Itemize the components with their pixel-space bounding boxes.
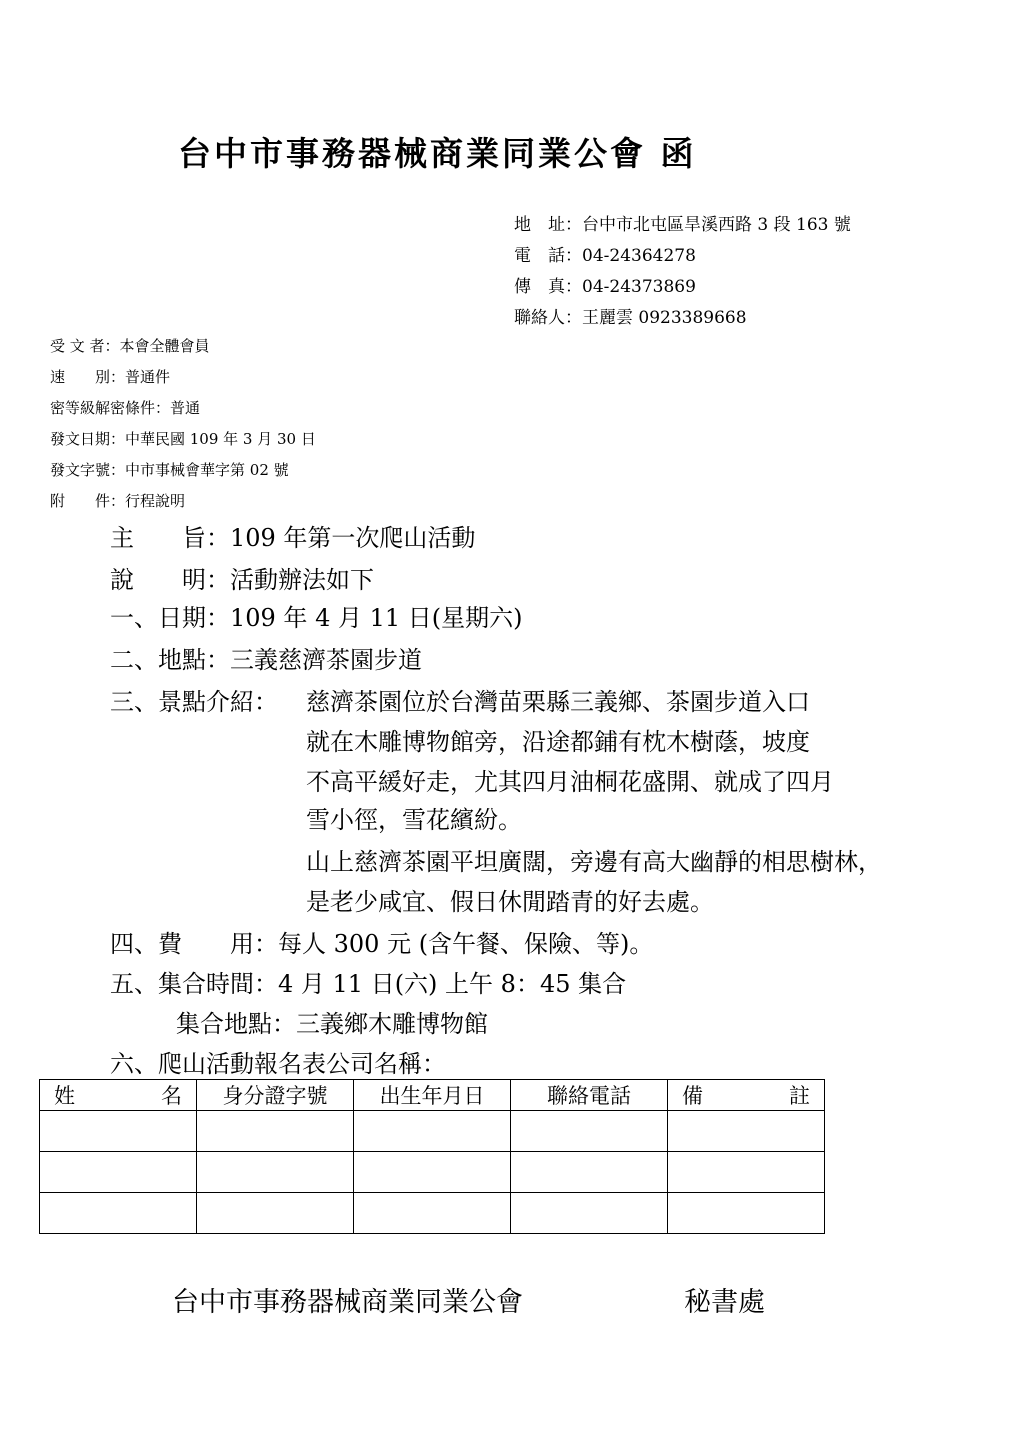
meta-reference: 發文字號：中市事械會華字第 02 號 [50, 461, 289, 479]
header-phone: 聯絡電話 [511, 1080, 668, 1111]
footer-organization: 台中市事務器械商業同業公會 [172, 1287, 523, 1318]
item-intro-line: 是老少咸宜、假日休閒踏青的好去處。 [306, 888, 714, 916]
item-meeting-time: 五、集合時間：4 月 11 日(六) 上午 8：45 集合 [110, 970, 627, 998]
cell-phone[interactable] [511, 1152, 668, 1193]
cell-id[interactable] [197, 1193, 354, 1234]
item-intro-line: 山上慈濟茶園平坦廣闊，旁邊有高大幽靜的相思樹林， [306, 848, 882, 876]
meta-speed: 速 別：普通件 [50, 368, 171, 386]
item-intro-line: 就在木雕博物館旁，沿途都鋪有枕木樹蔭，坡度 [306, 728, 810, 756]
table-row [40, 1152, 825, 1193]
contact-address: 地 址：台中市北屯區旱溪西路 3 段 163 號 [514, 215, 851, 235]
cell-birth[interactable] [354, 1111, 511, 1152]
cell-birth[interactable] [354, 1152, 511, 1193]
contact-fax: 傳 真：04-24373869 [514, 277, 696, 297]
meta-classification: 密等級解密條件：普通 [50, 399, 201, 417]
cell-note[interactable] [668, 1111, 825, 1152]
meta-attachment: 附 件：行程說明 [50, 492, 186, 510]
cell-name[interactable] [40, 1152, 197, 1193]
explain-line: 說 明：活動辦法如下 [110, 566, 374, 594]
header-id: 身分證字號 [197, 1080, 354, 1111]
item-intro-line: 慈濟茶園位於台灣苗栗縣三義鄉、茶園步道入口 [306, 688, 810, 716]
item-meeting-place: 集合地點：三義鄉木雕博物館 [176, 1010, 488, 1038]
cell-birth[interactable] [354, 1193, 511, 1234]
cell-phone[interactable] [511, 1111, 668, 1152]
cell-note[interactable] [668, 1152, 825, 1193]
item-date: 一、日期：109 年 4 月 11 日(星期六) [110, 604, 523, 632]
table-row [40, 1193, 825, 1234]
item-fee: 四、費 用：每人 300 元 (含午餐、保險、等)。 [110, 930, 654, 958]
cell-id[interactable] [197, 1111, 354, 1152]
table-row [40, 1111, 825, 1152]
header-name: 姓 名 [40, 1080, 197, 1111]
item-signup-form: 六、爬山活動報名表公司名稱： [110, 1050, 446, 1078]
cell-phone[interactable] [511, 1193, 668, 1234]
cell-name[interactable] [40, 1111, 197, 1152]
cell-id[interactable] [197, 1152, 354, 1193]
item-intro-line: 雪小徑，雪花繽紛。 [306, 806, 522, 834]
cell-note[interactable] [668, 1193, 825, 1234]
item-intro-lead: 三、景點介紹： [110, 688, 278, 716]
meta-recipient: 受 文 者：本會全體會員 [50, 337, 210, 355]
item-location: 二、地點：三義慈濟茶園步道 [110, 646, 422, 674]
cell-name[interactable] [40, 1193, 197, 1234]
contact-phone: 電 話：04-24364278 [514, 246, 696, 266]
document-title: 台中市事務器械商業同業公會 函 [178, 134, 697, 173]
meta-date: 發文日期：中華民國 109 年 3 月 30 日 [50, 430, 316, 448]
item-intro-line: 不高平緩好走，尤其四月油桐花盛開、就成了四月 [306, 768, 834, 796]
footer-office: 秘書處 [684, 1287, 765, 1318]
table-header-row [40, 1080, 825, 1111]
signup-table [39, 1079, 825, 1234]
header-birth: 出生年月日 [354, 1080, 511, 1111]
subject-line: 主 旨：109 年第一次爬山活動 [110, 524, 476, 552]
contact-person: 聯絡人：王麗雲 0923389668 [514, 308, 747, 328]
header-note: 備 註 [668, 1080, 825, 1111]
